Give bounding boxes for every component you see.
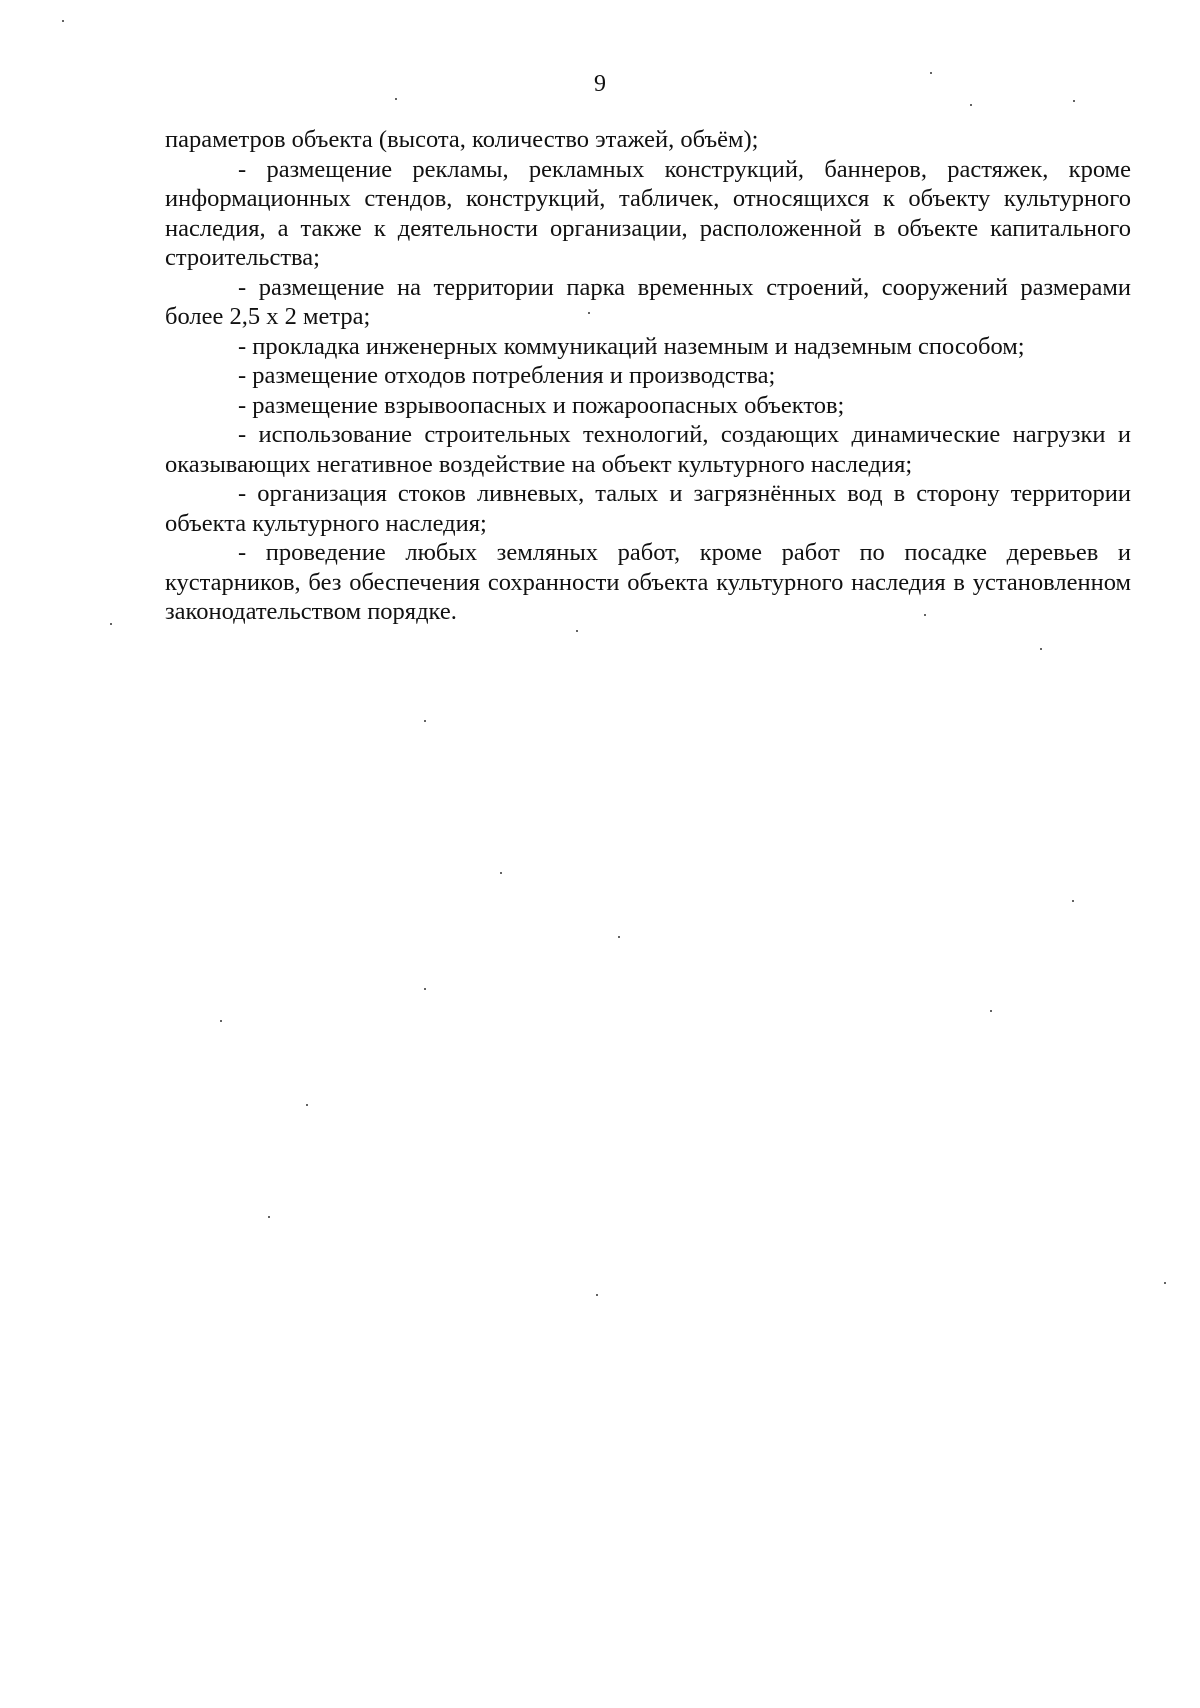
scan-speck xyxy=(220,1020,222,1022)
scan-speck xyxy=(1072,900,1074,902)
scan-speck xyxy=(1040,648,1042,650)
list-item-construction-technologies: - использование строительных технологий, создающих динамические нагрузки и оказывающих негативное воздействие на объект культурного наследия; xyxy=(165,421,1131,478)
list-item-temporary-structures: - размещение на территории парка временных строений, сооружений размерами более 2,5 х 2 метра; xyxy=(165,273,1131,330)
list-item-water-runoff: - организация стоков ливневых, талых и загрязнённых вод в сторону территории объекта культурного наследия; xyxy=(165,480,1131,537)
paragraph-continuation: параметров объекта (высота, количество этажей, объём); xyxy=(165,126,759,153)
scan-speck xyxy=(1164,1282,1166,1284)
scan-speck xyxy=(500,872,502,874)
scan-speck xyxy=(588,312,590,314)
scan-speck xyxy=(930,72,932,74)
list-item-utilities: - прокладка инженерных коммуникаций наземным и надземным способом; xyxy=(238,332,1025,360)
scan-speck xyxy=(990,1010,992,1012)
scan-speck xyxy=(576,630,578,632)
list-item-hazardous-objects: - размещение взрывоопасных и пожароопасных объектов; xyxy=(238,391,845,419)
scan-speck xyxy=(306,1104,308,1106)
scan-speck xyxy=(62,20,64,22)
scan-speck xyxy=(268,1216,270,1218)
list-item-waste: - размещение отходов потребления и производства; xyxy=(238,362,776,389)
scan-speck xyxy=(596,1294,598,1296)
list-item-earthworks: - проведение любых земляных работ, кроме работ по посадке деревьев и кустарников, без обеспечения сохранности объекта культурного наследия в установленном законодательством порядке. xyxy=(165,539,1131,625)
scan-speck xyxy=(970,104,972,106)
document-body xyxy=(165,125,1131,627)
page-number: 9 xyxy=(594,71,606,97)
scan-speck xyxy=(395,98,397,100)
scan-speck xyxy=(424,720,426,722)
scan-speck xyxy=(110,623,112,625)
scan-speck xyxy=(1073,100,1075,102)
scan-speck xyxy=(618,936,620,938)
list-item-advertising: - размещение рекламы, рекламных конструкций, баннеров, растяжек, кроме информационных стендов, конструкций, табличек, относящихся к объекту культурного наследия, а также к деятельности организации, расположенной в объекте капитального строительства; xyxy=(165,155,1131,271)
scan-speck xyxy=(924,614,926,616)
scan-speck xyxy=(424,988,426,990)
